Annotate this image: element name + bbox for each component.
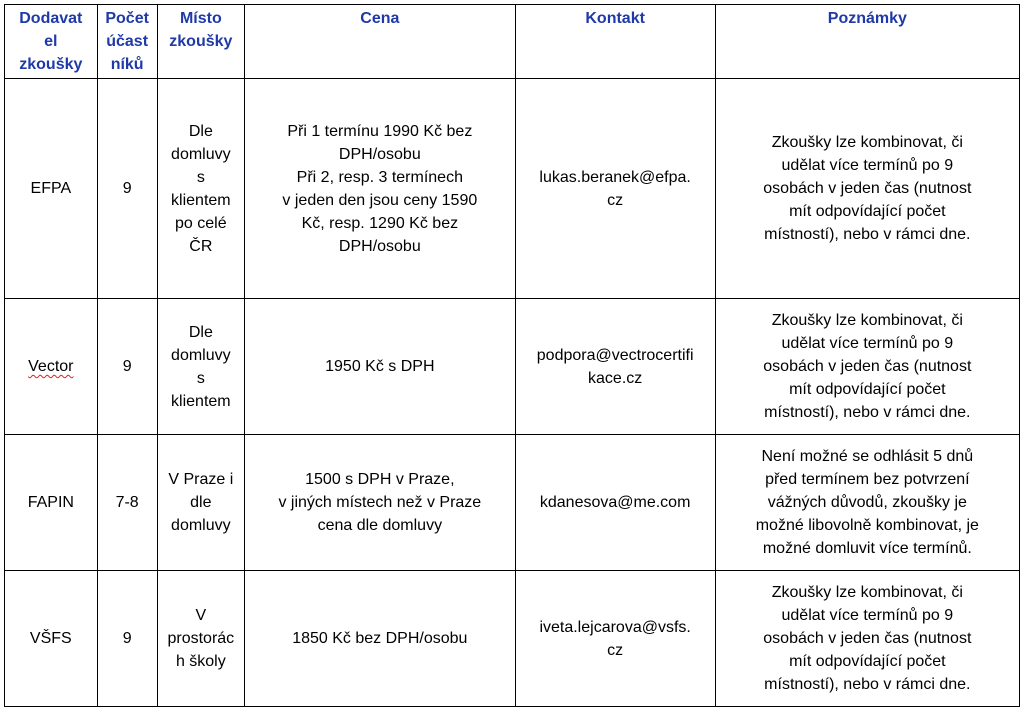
header-row — [5, 5, 1020, 79]
header-supplier: Dodavat el zkoušky — [5, 5, 98, 79]
cell-price: 1850 Kč bez DPH/osobu — [245, 571, 516, 707]
header-notes: Poznámky — [715, 5, 1019, 79]
suppliers-table — [4, 4, 1020, 707]
table-row — [5, 79, 1020, 299]
cell-place: V prostorác h školy — [157, 571, 244, 707]
cell-supplier: VŠFS — [5, 571, 98, 707]
header-price: Cena — [245, 5, 516, 79]
cell-notes: Zkoušky lze kombinovat, či udělat více termínů po 9 osobách v jeden čas (nutnost mít odpovídající počet místností), nebo v rámci dne. — [715, 79, 1019, 299]
cell-contact[interactable]: podpora@vectrocertifi kace.cz — [515, 299, 715, 435]
table-row — [5, 435, 1020, 571]
cell-notes: Zkoušky lze kombinovat, či udělat více termínů po 9 osobách v jeden čas (nutnost mít odpovídající počet místností), nebo v rámci dne. — [715, 299, 1019, 435]
cell-contact[interactable]: lukas.beranek@efpa. cz — [515, 79, 715, 299]
cell-contact[interactable]: iveta.lejcarova@vsfs. cz — [515, 571, 715, 707]
header-place: Místo zkoušky — [157, 5, 244, 79]
cell-count: 9 — [97, 571, 157, 707]
cell-count: 7-8 — [97, 435, 157, 571]
cell-count: 9 — [97, 299, 157, 435]
cell-price: 1950 Kč s DPH — [245, 299, 516, 435]
cell-notes: Zkoušky lze kombinovat, či udělat více termínů po 9 osobách v jeden čas (nutnost mít odpovídající počet místností), nebo v rámci dne. — [715, 571, 1019, 707]
cell-place: V Praze i dle domluvy — [157, 435, 244, 571]
cell-supplier: Vector — [5, 299, 98, 435]
cell-place: Dle domluvy s klientem — [157, 299, 244, 435]
cell-place: Dle domluvy s klientem po celé ČR — [157, 79, 244, 299]
cell-price: Při 1 termínu 1990 Kč bez DPH/osobu Při 2, resp. 3 termínech v jeden den jsou ceny 1590 Kč, resp. 1290 Kč bez DPH/osobu — [245, 79, 516, 299]
table-row — [5, 299, 1020, 435]
cell-contact[interactable]: kdanesova@me.com — [515, 435, 715, 571]
cell-supplier: EFPA — [5, 79, 98, 299]
header-count: Počet účast níků — [97, 5, 157, 79]
cell-notes: Není možné se odhlásit 5 dnů před termínem bez potvrzení vážných důvodů, zkoušky je možné libovolně kombinovat, je možné domluvit více termínů. — [715, 435, 1019, 571]
cell-price: 1500 s DPH v Praze, v jiných místech než v Praze cena dle domluvy — [245, 435, 516, 571]
cell-supplier: FAPIN — [5, 435, 98, 571]
cell-count: 9 — [97, 79, 157, 299]
header-contact: Kontakt — [515, 5, 715, 79]
table-row — [5, 571, 1020, 707]
